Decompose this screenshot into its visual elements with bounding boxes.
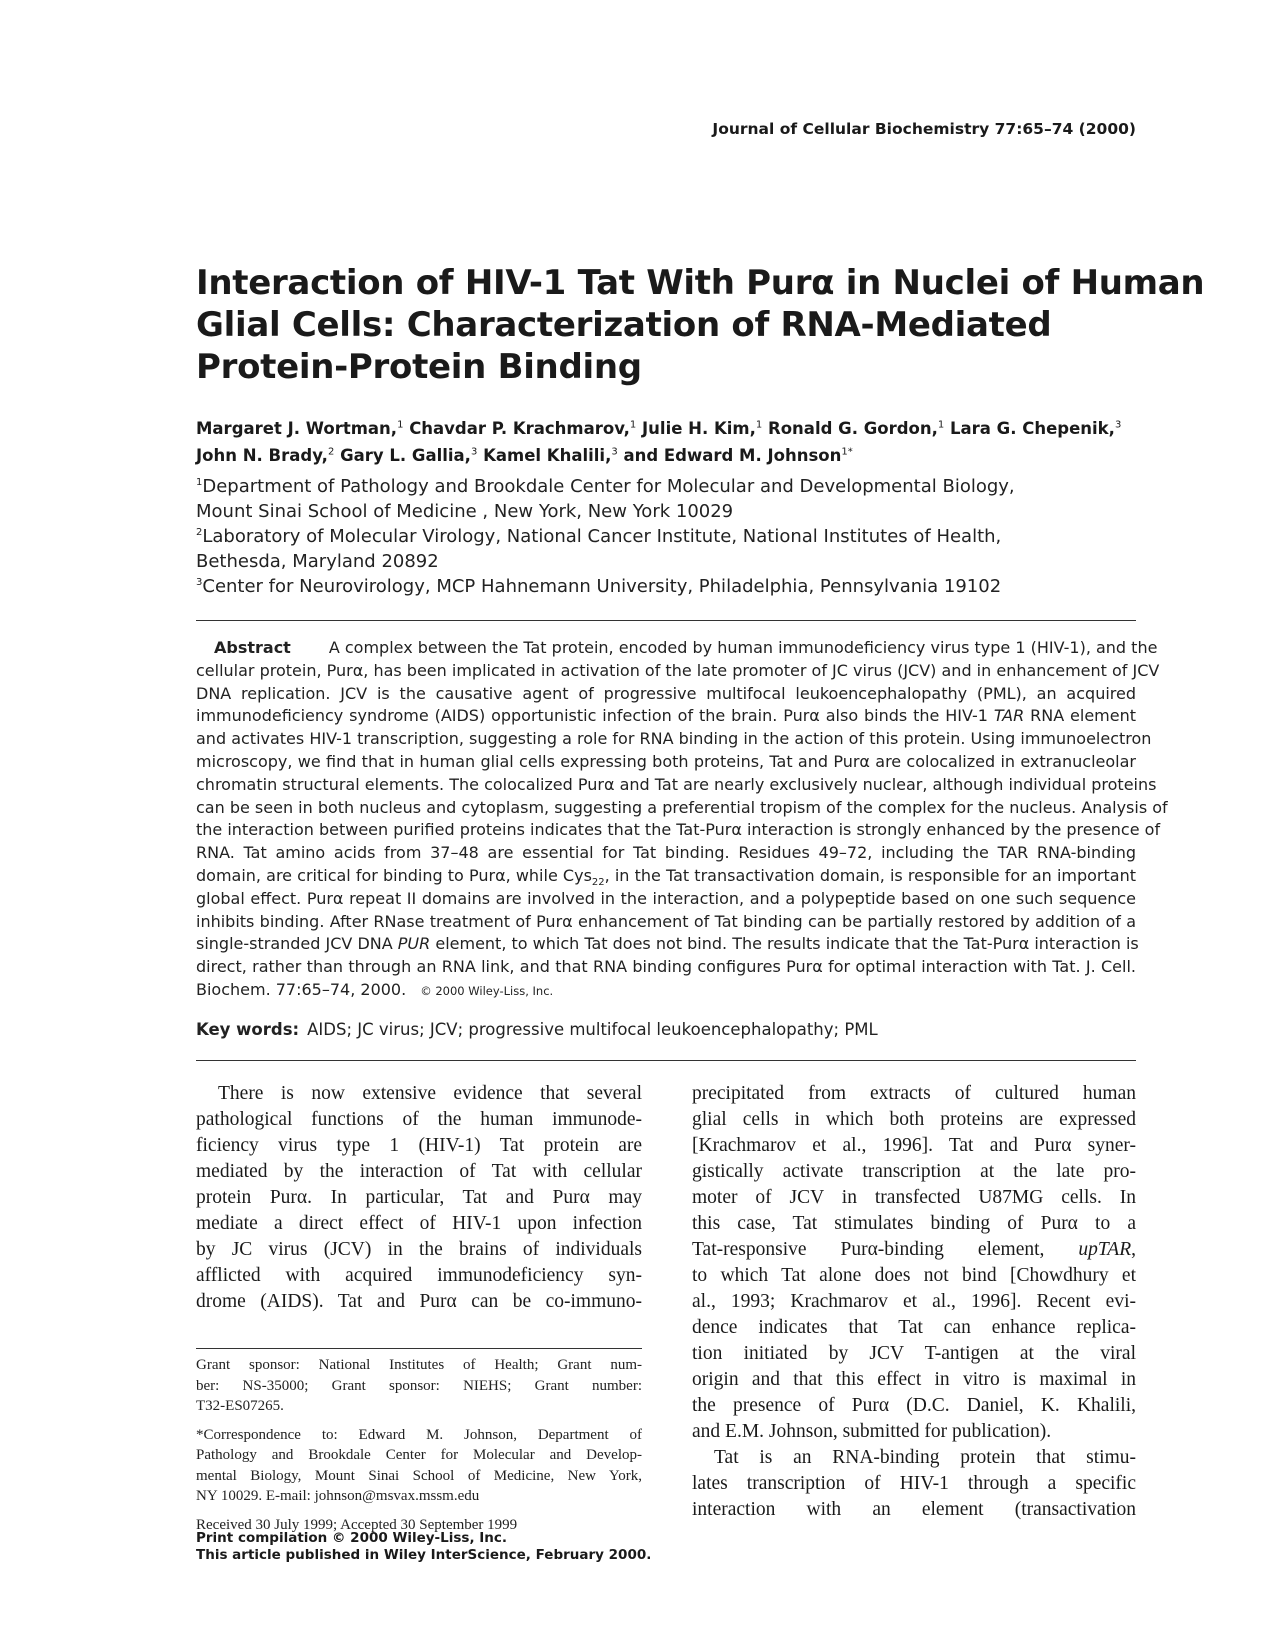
affiliation-line <box>196 499 1156 524</box>
affiliation-text: Laboratory of Molecular Virology, National Cancer Institute, National Institutes of Health, <box>202 526 1002 547</box>
body-line: mediate a direct effect of HIV-1 upon infection <box>196 1213 642 1234</box>
abstract-heading: Abstract <box>214 638 291 657</box>
body-line: the presence of Purα (D.C. Daniel, K. Khalili, <box>692 1395 1136 1416</box>
body-line: There is now extensive evidence that several <box>218 1083 642 1104</box>
affiliation-text: Center for Neurovirology, MCP Hahnemann University, Philadelphia, Pennsylvania 19102 <box>202 576 1002 597</box>
author-affil-sup: 3 <box>470 446 478 458</box>
author-line <box>196 442 1156 469</box>
title-line: Protein-Protein Binding <box>196 347 642 387</box>
author-affil-sup: 1 <box>629 419 637 431</box>
affiliation-text: Department of Pathology and Brookdale Center for Molecular and Developmental Biology, <box>202 476 1015 497</box>
body-line: by JC virus (JCV) in the brains of individuals <box>196 1239 642 1260</box>
author: and Edward M. Johnson <box>623 446 842 465</box>
body-line: gistically activate transcription at the late pro- <box>692 1161 1136 1182</box>
abstract-line: single-stranded JCV DNA PUR element, to which Tat does not bind. The results indicate that the Tat-Purα interaction is <box>196 934 1139 954</box>
keywords-text: AIDS; JC virus; JCV; progressive multifocal leukoencephalopathy; PML <box>307 1020 878 1039</box>
keywords-label: Key words: <box>196 1020 300 1039</box>
footnote-rule <box>196 1348 642 1349</box>
copyright-notice: © 2000 Wiley-Liss, Inc. <box>420 983 554 998</box>
author-affil-sup: 1 <box>755 419 763 431</box>
body-line: al., 1993; Krachmarov et al., 1996]. Recent evi- <box>692 1291 1136 1312</box>
author: Lara G. Chepenik, <box>950 419 1115 438</box>
body-line: moter of JCV in transfected U87MG cells. In <box>692 1187 1136 1208</box>
affiliation-sup: 3 <box>196 577 203 588</box>
body-line: interaction with an element (transactivation <box>692 1499 1136 1520</box>
author-affil-sup: 3 <box>1114 419 1122 431</box>
footnote-line: Pathology and Brookdale Center for Molecular and Develop- <box>196 1447 642 1463</box>
author: Ronald G. Gordon, <box>768 419 938 438</box>
abstract-line: Abstract A complex between the Tat protein, encoded by human immunodeficiency virus type 1 (HIV-1), and the <box>214 638 1158 657</box>
author-line <box>196 415 1156 442</box>
abstract-line: global effect. Purα repeat II domains are involved in the interaction, and a polypeptide based on one such sequence <box>196 888 1136 908</box>
body-line: protein Purα. In particular, Tat and Purα may <box>196 1187 642 1208</box>
title-line: Glial Cells: Characterization of RNA-Mediated <box>196 305 1052 345</box>
article-title <box>196 262 1205 388</box>
footnote-line: T32-ES07265. <box>196 1398 284 1414</box>
affiliation-line <box>196 474 1156 499</box>
body-line: drome (AIDS). Tat and Purα can be co-immuno- <box>196 1291 642 1312</box>
affiliation-sup: 2 <box>196 527 203 538</box>
body-line: [Krachmarov et al., 1996]. Tat and Purα syner- <box>692 1135 1136 1156</box>
author: Gary L. Gallia, <box>340 446 471 465</box>
body-line: and E.M. Johnson, submitted for publication). <box>692 1421 1052 1442</box>
author: John N. Brady, <box>196 446 328 465</box>
body-line: glial cells in which both proteins are expressed <box>692 1109 1136 1130</box>
abstract-line: direct, rather than through an RNA link, and that RNA binding configures Purα for optimal interaction with Tat. J. Cell. <box>196 957 1136 977</box>
keywords <box>196 1020 1136 1039</box>
affiliation-line <box>196 524 1156 549</box>
affiliation-text: Mount Sinai School of Medicine , New York, New York 10029 <box>196 501 734 522</box>
body-line: afflicted with acquired immunodeficiency syn- <box>196 1265 642 1286</box>
author: Julie H. Kim, <box>642 419 756 438</box>
abstract-line: can be seen in both nucleus and cytoplasm, suggesting a preferential tropism of the complex for the nucleus. Analysis of <box>196 797 1168 817</box>
author: Margaret J. Wortman, <box>196 419 398 438</box>
print-compilation: Print compilation © 2000 Wiley-Liss, Inc. <box>196 1530 508 1546</box>
footnote-line: Grant sponsor: National Institutes of Health; Grant num- <box>196 1357 642 1373</box>
author: Chavdar P. Krachmarov, <box>409 419 630 438</box>
publication-note: This article published in Wiley InterScience, February 2000. <box>196 1547 652 1563</box>
author-affil-sup: 1 <box>397 419 404 431</box>
body-line: dence indicates that Tat can enhance replica- <box>692 1317 1136 1338</box>
title-line: Interaction of HIV-1 Tat With Purα in Nuclei of Human <box>196 263 1205 303</box>
divider-top <box>196 620 1136 621</box>
author-list <box>196 415 1156 469</box>
footnote-email-line: NY 10029. E-mail: johnson@msvax.mssm.edu <box>196 1488 480 1504</box>
affiliation-line <box>196 574 1156 599</box>
print-info <box>196 1530 796 1564</box>
body-line: tion initiated by JCV T-antigen at the viral <box>692 1343 1136 1364</box>
author-affil-sup: 3 <box>611 446 618 458</box>
abstract-line: Biochem. 77:65–74, 2000. © 2000 Wiley-Liss, Inc. <box>196 979 554 999</box>
affiliation-line <box>196 549 1156 574</box>
body-line: to which Tat alone does not bind [Chowdhury et <box>692 1265 1136 1286</box>
abstract <box>196 637 1168 1002</box>
abstract-line: cellular protein, Purα, has been implicated in activation of the late promoter of JC virus (JCV) and in enhancement of JCV <box>196 660 1160 680</box>
abstract-line: chromatin structural elements. The colocalized Purα and Tat are nearly exclusively nuclear, although individual proteins <box>196 774 1157 794</box>
footnote-line: ber: NS-35000; Grant sponsor: NIEHS; Grant number: <box>196 1377 642 1394</box>
body-column-right <box>692 1081 1136 1523</box>
body-line: this case, Tat stimulates binding of Purα to a <box>692 1213 1136 1234</box>
body-line: Tat-responsive Purα-binding element, upTAR, <box>692 1239 1136 1260</box>
body-line: origin and that this effect in vitro is maximal in <box>692 1369 1136 1390</box>
body-line: lates transcription of HIV-1 through a specific <box>692 1473 1136 1494</box>
body-column-left <box>196 1081 642 1315</box>
body-line: precipitated from extracts of cultured human <box>692 1083 1136 1104</box>
body-line: pathological functions of the human immunode- <box>196 1109 642 1130</box>
footnote-line: mental Biology, Mount Sinai School of Medicine, New York, <box>196 1467 642 1484</box>
body-line: mediated by the interaction of Tat with cellular <box>196 1161 642 1182</box>
abstract-line: immunodeficiency syndrome (AIDS) opportunistic infection of the brain. Purα also binds the HIV-1 TAR RNA element <box>196 706 1136 726</box>
divider-bottom <box>196 1060 1136 1061</box>
author-affil-sup: 1 <box>937 419 945 431</box>
abstract-line: DNA replication. JCV is the causative agent of progressive multifocal leukoencephalopathy (PML), an acquired <box>196 683 1136 703</box>
abstract-line: the interaction between purified proteins indicates that the Tat-Purα interaction is strongly enhanced by the presence of <box>196 820 1161 840</box>
abstract-line: RNA. Tat amino acids from 37–48 are essential for Tat binding. Residues 49–72, including the TAR RNA-binding <box>196 843 1136 863</box>
author-affil-sup: 1* <box>841 446 853 458</box>
body-line: ficiency virus type 1 (HIV-1) Tat protein are <box>196 1135 642 1156</box>
abstract-line: and activates HIV-1 transcription, suggesting a role for RNA binding in the action of this protein. Using immunoelectron <box>196 729 1152 749</box>
affiliation-text: Bethesda, Maryland 20892 <box>196 551 439 572</box>
abstract-line: inhibits binding. After RNase treatment of Purα enhancement of Tat binding can be partially restored by addition of a <box>196 911 1136 931</box>
received-dates: Received 30 July 1999; Accepted 30 September 1999 <box>196 1516 518 1533</box>
journal-citation: Journal of Cellular Biochemistry 77:65–74 (2000) <box>712 120 1136 138</box>
footnotes <box>196 1355 642 1535</box>
body-line: Tat is an RNA-binding protein that stimu- <box>714 1447 1136 1468</box>
footnote-line: *Correspondence to: Edward M. Johnson, Department of <box>196 1426 642 1443</box>
author: Kamel Khalili, <box>483 446 612 465</box>
affiliation-sup: 1 <box>196 477 203 488</box>
abstract-line: domain, are critical for binding to Purα, while Cys$_{22}$, in the Tat transactivation domain, is responsible for an important <box>196 865 1136 889</box>
affiliations <box>196 474 1156 599</box>
abstract-line: microscopy, we find that in human glial cells expressing both proteins, Tat and Purα are colocalized in extranucleolar <box>196 751 1137 771</box>
author-affil-sup: 2 <box>327 446 335 458</box>
